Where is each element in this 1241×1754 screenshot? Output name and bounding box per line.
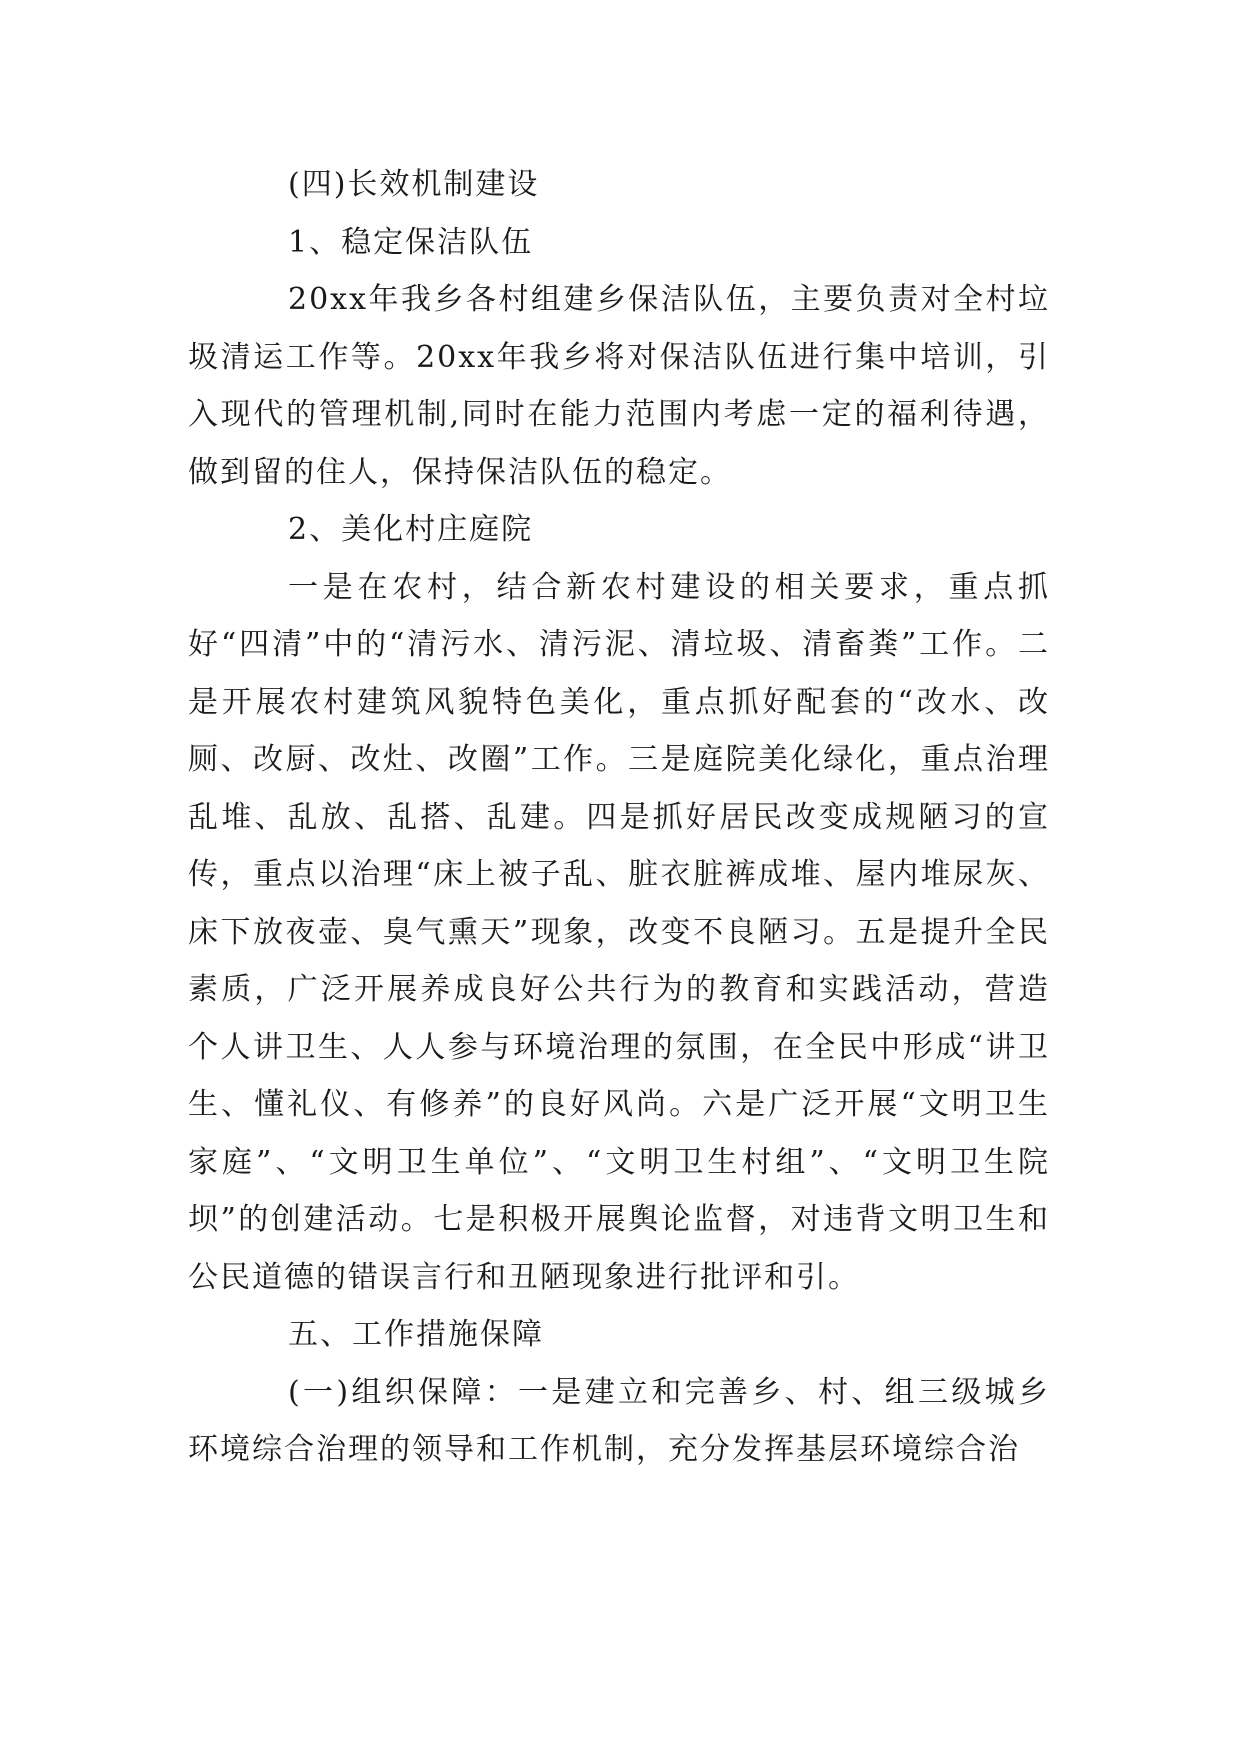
paragraph-organization-guarantee: (一)组织保障：一是建立和完善乡、村、组三级城乡环境综合治理的领导和工作机制，充分发挥基层环境综合治 <box>188 1374 1050 1467</box>
paragraph-cleaning-team: 20xx年我乡各村组建乡保洁队伍，主要负责对全村垃圾清运工作等。20xx年我乡将对保洁队伍进行集中培训，引入现代的管理机制,同时在能力范围内考虑一定的福利待遇，做到留的住人，保持保洁队伍的稳定。 <box>188 282 1050 490</box>
document-page <box>188 156 1050 1479</box>
item-heading-cleaning-team: 1、稳定保洁队伍 <box>288 224 534 260</box>
paragraph-beautify-village: 一是在农村，结合新农村建设的相关要求，重点抓好“四清”中的“清污水、清污泥、清垃圾、清畜粪”工作。二是开展农村建筑风貌特色美化，重点抓好配套的“改水、改厕、改厨、改灶、改圈”工作。三是庭院美化绿化，重点治理乱堆、乱放、乱搭、乱建。四是抓好居民改变成规陋习的宣传，重点以治理“床上被子乱、脏衣脏裤成堆、屋内堆尿灰、床下放夜壶、臭气熏天”现象，改变不良陋习。五是提升全民素质，广泛开展养成良好公共行为的教育和实践活动，营造个人讲卫生、人人参与环境治理的氛围，在全民中形成“讲卫生、懂礼仪、有修养”的良好风尚。六是广泛开展“文明卫生家庭”、“文明卫生单位”、“文明卫生村组”、“文明卫生院坝”的创建活动。七是积极开展舆论监督，对违背文明卫生和公民道德的错误言行和丑陋现象进行批评和引。 <box>188 569 1050 1295</box>
item-heading-beautify-village: 2、美化村庄庭院 <box>288 512 534 547</box>
section-heading-long-term-mechanism: (四)长效机制建设 <box>288 167 540 202</box>
section-heading-work-measures: 五、工作措施保障 <box>288 1317 544 1352</box>
